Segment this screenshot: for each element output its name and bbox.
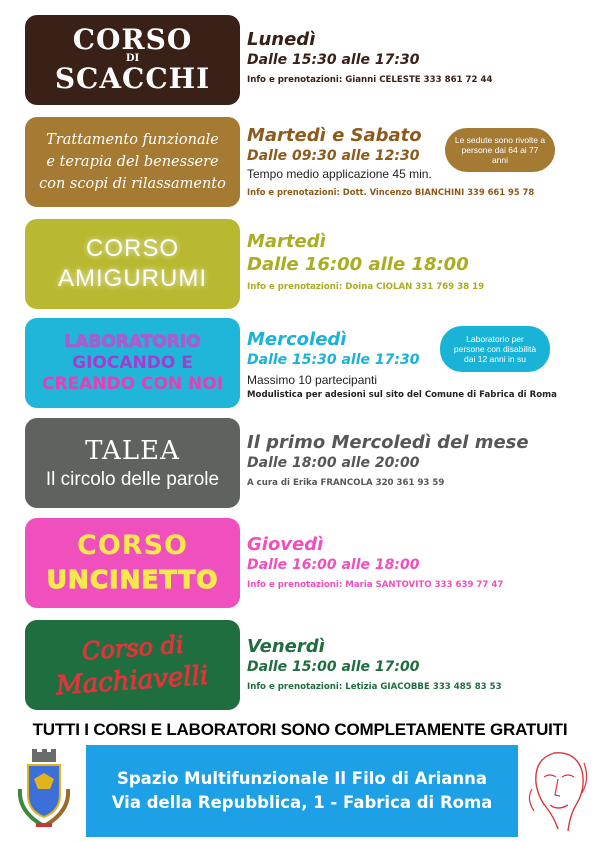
course-day: Martedì — [247, 231, 326, 252]
tile-line-1: LABORATORIO — [64, 331, 201, 352]
venue-info-band — [86, 745, 518, 837]
course-row-talea — [0, 418, 600, 512]
course-note: Tempo medio applicazione 45 min. — [247, 167, 432, 181]
course-tile-scacchi — [25, 15, 240, 105]
tile-line-2: UNCINETTO — [46, 565, 219, 594]
course-tile-laboratorio — [25, 318, 240, 408]
tile-line-3: CREANDO CON NOI — [41, 373, 224, 394]
course-tile-trattamento — [25, 117, 240, 207]
venue-name: Spazio Multifunzionale Il Filo di Arianna — [116, 769, 487, 788]
course-info-machiavelli — [247, 636, 594, 694]
course-day: Mercoledì — [247, 329, 347, 350]
bubble-text: Laboratorio per persone con disabilità dai 12 anni in su — [453, 334, 537, 364]
course-day: Lunedì — [247, 29, 316, 50]
course-info-scacchi — [247, 29, 594, 87]
venue-address: Via della Repubblica, 1 - Fabrica di Roma — [111, 793, 493, 812]
course-hours: Dalle 15:30 alle 17:30 — [247, 52, 420, 68]
tile-line-1: Corso di — [80, 630, 185, 666]
course-tile-talea — [25, 418, 240, 508]
course-contact: Info e prenotazioni: Letizia GIACOBBE 333 485 83 53 — [247, 682, 502, 692]
course-row-scacchi — [0, 15, 600, 109]
info-bubble-age — [445, 128, 555, 172]
free-courses-notice: TUTTI I CORSI E LABORATORI SONO COMPLETAMENTE GRATUITI — [32, 720, 568, 739]
course-hours: Dalle 09:30 alle 12:30 — [247, 148, 420, 164]
tile-line-2: DI — [125, 53, 140, 64]
course-day: Martedì e Sabato — [247, 125, 422, 146]
course-contact: Info e prenotazioni: Gianni CELESTE 333 861 72 44 — [247, 75, 493, 85]
course-hours: Dalle 15:30 alle 17:30 — [247, 352, 420, 368]
course-day: Il primo Mercoledì del mese — [247, 432, 529, 453]
tile-line-2: Il circolo delle parole — [45, 469, 220, 490]
tile-line-1: Trattamento funzionale — [46, 132, 219, 148]
course-note: Massimo 10 partecipanti — [247, 373, 378, 387]
municipal-coat-of-arms-icon — [12, 749, 76, 833]
course-tile-machiavelli — [25, 620, 240, 710]
info-bubble-disability — [440, 326, 550, 372]
tile-line-3: SCACCHI — [54, 62, 211, 95]
course-tile-uncinetto — [25, 518, 240, 608]
tile-line-1: CORSO — [77, 530, 188, 561]
tile-line-2: e terapia del benessere — [46, 154, 219, 170]
course-info-uncinetto — [247, 534, 594, 592]
tile-line-1: TALEA — [85, 436, 180, 466]
tile-line-3: con scopi di rilassamento — [39, 176, 226, 192]
bubble-text: Le sedute sono rivolte a persone dai 64 ai 77 anni — [454, 135, 546, 165]
tile-line-1: CORSO — [72, 23, 193, 56]
course-hours: Dalle 18:00 alle 20:00 — [247, 455, 420, 471]
course-info-amigurumi — [247, 231, 594, 294]
tile-line-2: Machiavelli — [55, 660, 210, 702]
course-row-laboratorio — [0, 318, 600, 412]
course-contact: Info e prenotazioni: Dott. Vincenzo BIANCHINI 339 661 95 78 — [247, 187, 535, 197]
course-row-trattamento — [0, 117, 600, 211]
tile-line-2: AMIGURUMI — [58, 265, 207, 292]
course-row-machiavelli — [0, 620, 600, 714]
venue-banner — [0, 745, 600, 837]
tile-line-1: CORSO — [85, 235, 179, 262]
course-contact: Modulistica per adesioni sul sito del Comune di Fabrica di Roma — [247, 390, 557, 400]
course-hours: Dalle 16:00 alle 18:00 — [247, 557, 420, 573]
face-line-art-icon — [524, 749, 592, 835]
course-contact: Info e prenotazioni: Doina CIOLAN 331 769 38 19 — [247, 282, 485, 292]
course-day: Giovedì — [247, 534, 324, 555]
course-day: Venerdì — [247, 636, 325, 657]
course-row-amigurumi — [0, 219, 600, 313]
course-tile-amigurumi — [25, 219, 240, 309]
course-row-uncinetto — [0, 518, 600, 612]
tile-line-2: GIOCANDO E — [72, 352, 193, 373]
course-contact: Info e prenotazioni: Maria SANTOVITO 333 639 77 47 — [247, 580, 504, 590]
course-contact: A cura di Erika FRANCOLA 320 361 93 59 — [247, 478, 445, 488]
course-hours: Dalle 16:00 alle 18:00 — [247, 254, 469, 275]
course-hours: Dalle 15:00 alle 17:00 — [247, 659, 420, 675]
course-info-talea — [247, 432, 594, 490]
